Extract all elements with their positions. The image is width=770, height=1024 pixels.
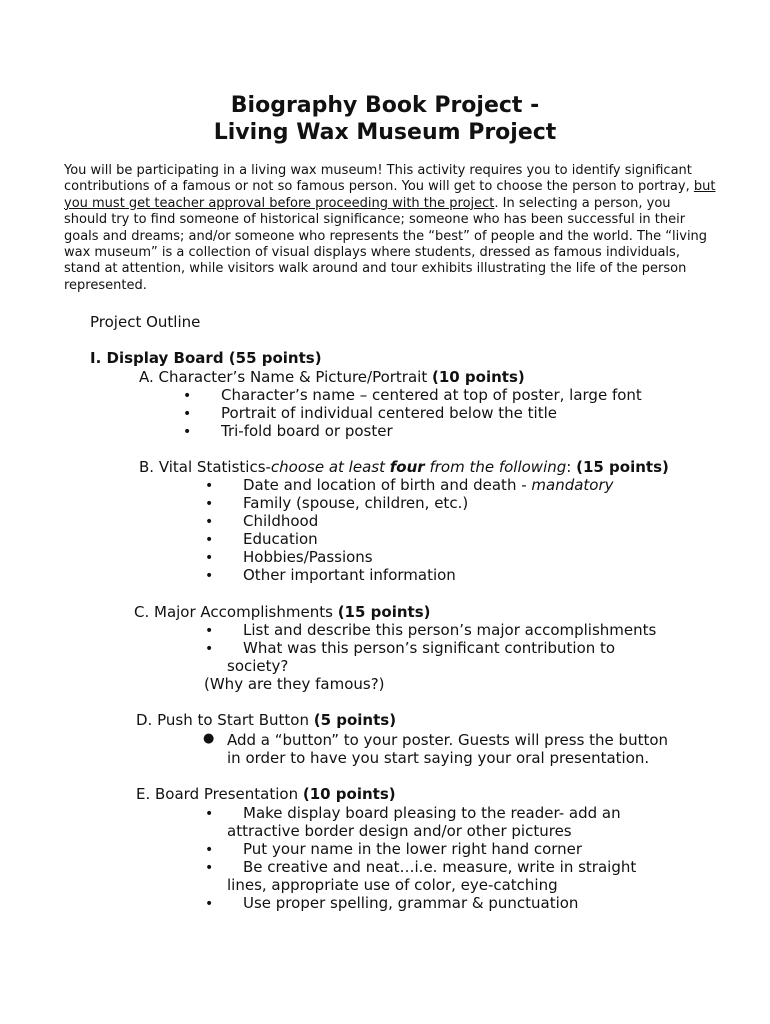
- bullet-icon: •: [205, 550, 214, 566]
- part-a-bullet-3: Tri-fold board or poster: [221, 422, 393, 440]
- part-d-label: D. Push to Start Button: [136, 711, 314, 729]
- section-display-board-label: I. Display Board (55 points): [90, 349, 322, 367]
- project-outline-label: Project Outline: [90, 313, 201, 331]
- part-a-label: A. Character’s Name & Picture/Portrait: [139, 368, 432, 386]
- bullet-icon: •: [205, 623, 214, 639]
- title-line-2: Living Wax Museum Project: [213, 120, 557, 145]
- part-b-bullet-1-italic: mandatory: [531, 476, 614, 494]
- part-b-label: B. Vital Statistics-: [139, 458, 271, 476]
- section-display-board: [90, 349, 322, 367]
- part-e-bullet-1-cont: attractive border design and/or other pictures: [227, 822, 572, 840]
- part-b-bullet-2: Family (spouse, children, etc.): [243, 494, 469, 512]
- part-b-bold-italic: four: [389, 458, 425, 476]
- part-b-points: (15 points): [576, 458, 669, 476]
- part-b-bullet-3: Childhood: [243, 512, 319, 530]
- part-b-italic-1: choose at least: [270, 458, 390, 476]
- bullet-icon: •: [205, 532, 214, 548]
- part-e-bullet-4: Use proper spelling, grammar & punctuation: [243, 894, 579, 912]
- part-c-bullet-1: List and describe this person’s major accomplishments: [243, 621, 657, 639]
- round-bullet-icon: ●: [203, 731, 215, 746]
- bullet-icon: •: [205, 496, 214, 512]
- part-a-points: (10 points): [431, 368, 525, 386]
- part-b-bullet-6: Other important information: [243, 566, 456, 584]
- bullet-icon: •: [205, 896, 214, 912]
- bullet-icon: •: [205, 860, 214, 876]
- part-a-heading: [139, 368, 525, 386]
- part-a-bullet-1: Character’s name – centered at top of poster, large font: [221, 386, 642, 404]
- part-c-note: (Why are they famous?): [204, 675, 385, 693]
- part-c-heading: [134, 603, 430, 621]
- intro-text-2: . In selecting a person, you should try to find someone of historical significance; someone who has been successful in their goals and dreams; and/or someone who represents the “best” of people and the world. The “living wax museum” is a collection of visual displays where students, dressed as famous individuals, stand at attention, while visitors walk around and tour exhibits illustrating the life of the person represented.: [64, 195, 708, 293]
- part-d-line-2: in order to have you start saying your oral presentation.: [227, 749, 650, 767]
- bullet-icon: •: [183, 424, 192, 440]
- bullet-icon: •: [205, 514, 214, 530]
- bullet-icon: •: [205, 842, 214, 858]
- part-d-line-1: Add a “button” to your poster. Guests will press the button: [227, 731, 669, 749]
- bullet-icon: •: [183, 406, 192, 422]
- part-e-bullet-3-cont: lines, appropriate use of color, eye-catching: [227, 876, 558, 894]
- part-b-bullet-4: Education: [243, 530, 318, 548]
- intro-approval-note: but you must get teacher approval before proceeding with the project: [64, 179, 716, 211]
- bullet-icon: •: [205, 641, 214, 657]
- part-a-bullet-2: Portrait of individual centered below the title: [221, 404, 557, 422]
- intro-text-1: You will be participating in a living wax museum! This activity requires you to identify significant contributions of a famous or not so famous person. You will get to choose the person to portray,: [64, 163, 694, 195]
- part-e-bullet-1: Make display board pleasing to the reader- add an: [243, 804, 621, 822]
- part-b-bullet-5: Hobbies/Passions: [243, 548, 373, 566]
- intro-paragraph: [64, 163, 716, 294]
- bullet-icon: •: [183, 388, 192, 404]
- part-e-bullet-3: Be creative and neat…i.e. measure, write in straight: [243, 858, 637, 876]
- bullet-icon: •: [205, 478, 214, 494]
- part-d-points: (5 points): [313, 711, 397, 729]
- part-c-label: C. Major Accomplishments: [134, 603, 338, 621]
- part-c-bullet-2: What was this person’s significant contribution to: [243, 639, 616, 657]
- bullet-icon: •: [205, 568, 214, 584]
- part-d-heading: [136, 711, 396, 729]
- part-e-bullet-2: Put your name in the lower right hand corner: [243, 840, 583, 858]
- part-b-bullet-1: [243, 476, 614, 494]
- part-e-label: E. Board Presentation: [136, 785, 303, 803]
- part-c-points: (15 points): [337, 603, 431, 621]
- part-b-italic-2: from the following: [424, 458, 567, 476]
- bullet-icon: •: [205, 806, 214, 822]
- part-b-bullet-1-text: Date and location of birth and death -: [243, 476, 532, 494]
- part-e-points: (10 points): [302, 785, 396, 803]
- part-e-heading: [136, 785, 396, 803]
- page-title: [0, 92, 770, 146]
- part-b-colon: :: [566, 458, 577, 476]
- part-c-bullet-2-cont: society?: [227, 657, 289, 675]
- part-b-heading: [139, 458, 669, 476]
- title-line-1: Biography Book Project -: [230, 93, 540, 118]
